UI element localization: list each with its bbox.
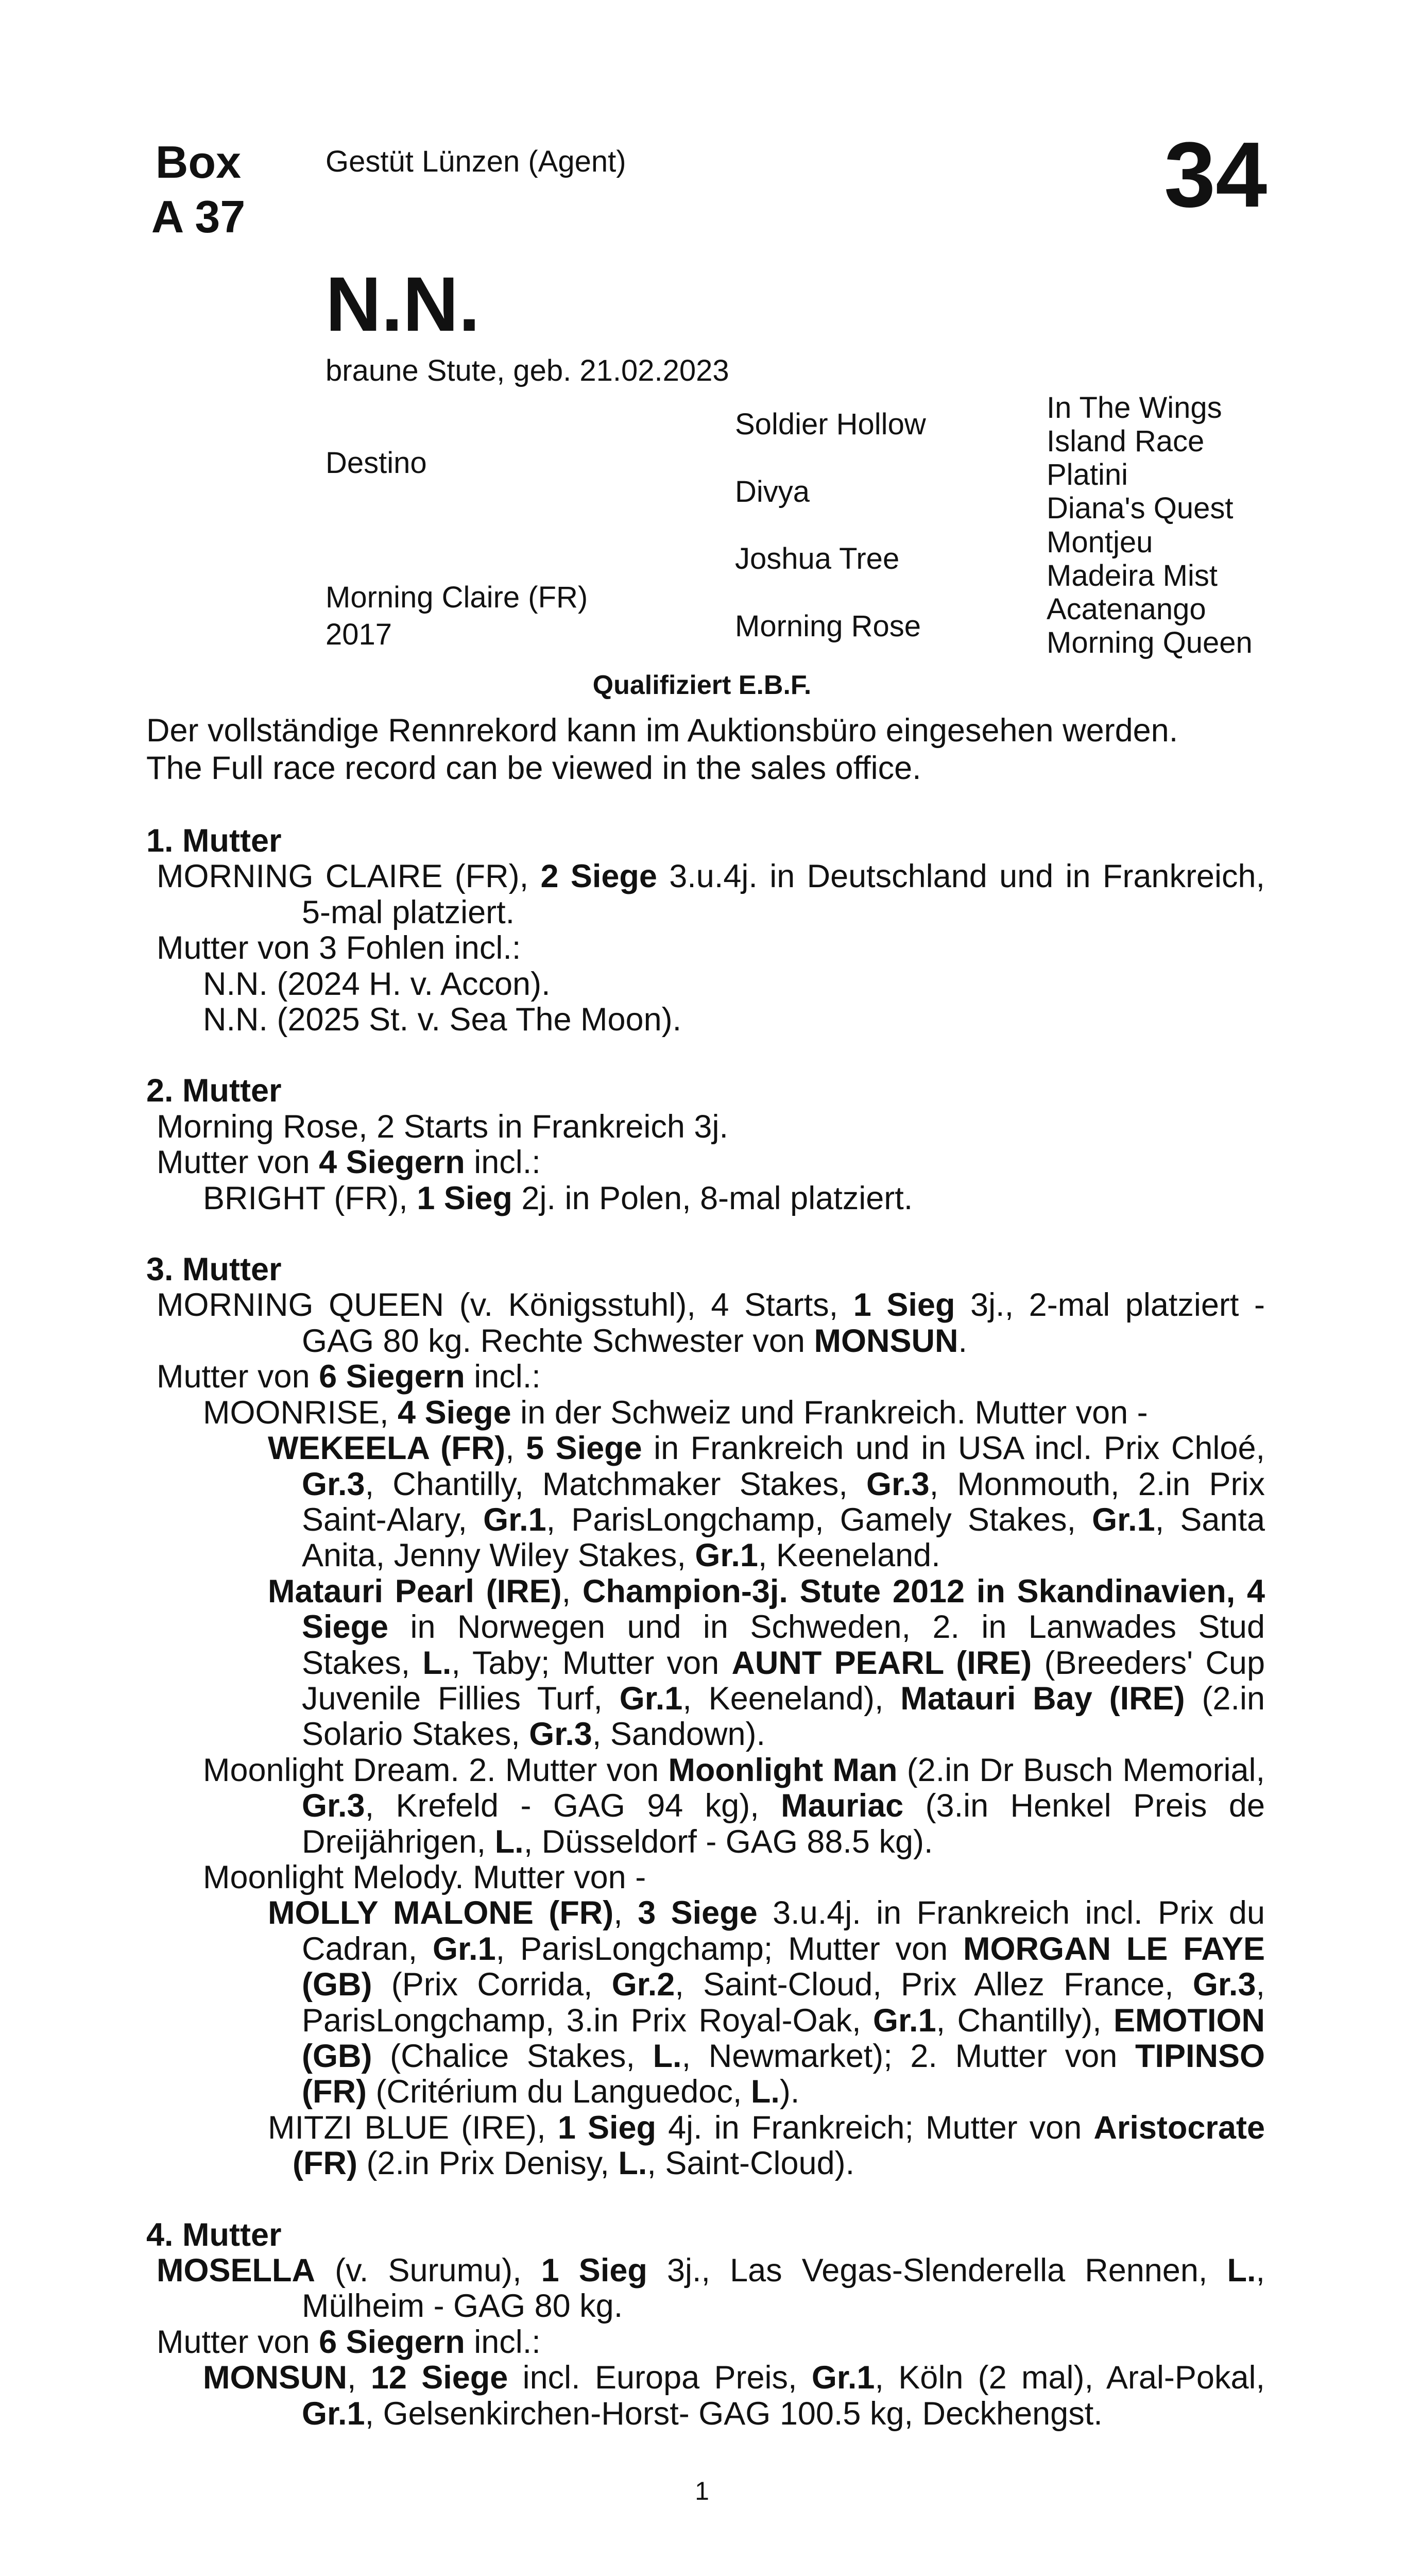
text-run: incl.: bbox=[465, 2324, 541, 2360]
third-dam-descendant bbox=[146, 1574, 1265, 1753]
bold-run: Gr.3 bbox=[529, 1716, 592, 1753]
bold-run: Gr.1 bbox=[483, 1501, 546, 1538]
second-dam-winners-intro bbox=[146, 1145, 1265, 1180]
text-run: Mutter von bbox=[157, 2324, 319, 2360]
text-run: , ParisLongchamp, 3.in Prix Royal-Oak, bbox=[302, 1967, 1265, 2039]
text-run: , Mülheim - GAG 80 kg. bbox=[302, 2252, 1265, 2325]
bold-run: Gr.2 bbox=[611, 1967, 675, 2003]
text-run: MORNING CLAIRE (FR), bbox=[157, 858, 541, 895]
qualification: Qualifiziert E.B.F. bbox=[592, 670, 812, 700]
text-run: , Chantilly), bbox=[936, 2002, 1114, 2039]
pedigree-gen3-6: Madeira Mist bbox=[1047, 559, 1218, 592]
third-dam-produce bbox=[146, 1860, 1265, 1895]
first-dam-foals-intro bbox=[146, 930, 1265, 966]
pedigree-dam: Morning Claire (FR) bbox=[326, 581, 588, 614]
text-run: (2.in Solario Stakes, bbox=[302, 1680, 1265, 1753]
text-run: 2j. in Polen, 8-mal platziert. bbox=[512, 1180, 913, 1216]
text-run: , Krefeld - GAG 94 kg), bbox=[365, 1788, 781, 1824]
first-dam-foal bbox=[146, 1002, 1265, 1038]
text-run: Mutter von bbox=[157, 1144, 319, 1181]
pedigree-gen3-1: In The Wings bbox=[1047, 391, 1222, 425]
text-run: (Critérium du Languedoc, bbox=[366, 2074, 751, 2110]
note-german: Der vollständige Rennrekord kann im Auktionsbüro eingesehen werden. bbox=[146, 713, 1178, 749]
text-run: 3j., 2-mal platziert - GAG 80 kg. Rechte Schwester von bbox=[302, 1287, 1265, 1359]
third-dam-winners-intro bbox=[146, 1359, 1265, 1395]
text-run: MORNING QUEEN (v. Königsstuhl), 4 Starts, bbox=[157, 1287, 853, 1324]
bold-run: Gr.1 bbox=[811, 2360, 875, 2396]
bold-run: 1 Sieg bbox=[557, 2109, 656, 2146]
pedigree-gen2-3: Joshua Tree bbox=[735, 542, 900, 575]
text-run: N.N. (2025 St. v. Sea The Moon). bbox=[203, 1002, 682, 1038]
text-run: in Norwegen und in Schweden, 2. in Lanwades Stud Stakes, bbox=[302, 1609, 1265, 1681]
text-run: , bbox=[561, 1573, 583, 1609]
text-run: MITZI BLUE (IRE), bbox=[268, 2109, 558, 2146]
text-run: , Sandown). bbox=[592, 1716, 766, 1753]
bold-run: L. bbox=[494, 1823, 524, 1860]
bold-run: Gr.3 bbox=[302, 1788, 365, 1824]
pedigree-gen2-2: Divya bbox=[735, 475, 810, 509]
pedigree-gen3-8: Morning Queen bbox=[1047, 626, 1253, 659]
text-run: (Chalice Stakes, bbox=[372, 2038, 653, 2074]
fourth-dam-heading: 4. Mutter bbox=[146, 2216, 282, 2253]
third-dam-heading: 3. Mutter bbox=[146, 1251, 282, 1288]
bold-run: L. bbox=[422, 1645, 452, 1681]
text-run: . bbox=[958, 1323, 967, 1359]
text-run: , Newmarket); 2. Mutter von bbox=[681, 2038, 1135, 2074]
text-run: Moonlight Dream. 2. Mutter von bbox=[203, 1752, 669, 1788]
sales-notes bbox=[146, 712, 1269, 787]
bold-run: Gr.3 bbox=[302, 1466, 365, 1502]
third-dam-descendant bbox=[146, 1895, 1265, 2110]
horse-description: braune Stute, geb. 21.02.2023 bbox=[326, 354, 729, 387]
bold-run: Moonlight Man bbox=[668, 1752, 898, 1788]
text-run: 4j. in Frankreich; Mutter von bbox=[656, 2109, 1094, 2146]
second-dam-heading: 2. Mutter bbox=[146, 1073, 282, 1109]
text-run: , ParisLongchamp; Mutter von bbox=[495, 1930, 964, 1967]
text-run: (2.in Prix Denisy, bbox=[357, 2145, 619, 2182]
text-run: in der Schweiz und Frankreich. Mutter von - bbox=[511, 1394, 1148, 1431]
text-run: Mutter von 3 Fohlen incl.: bbox=[157, 930, 521, 967]
bold-run: 4 Siegern bbox=[319, 1144, 465, 1181]
text-run: , ParisLongchamp, Gamely Stakes, bbox=[546, 1501, 1092, 1538]
pedigree-gen2-4: Morning Rose bbox=[735, 609, 921, 643]
text-run: , Keeneland), bbox=[682, 1680, 901, 1717]
box-label bbox=[149, 135, 247, 244]
text-run: , Köln (2 mal), Aral-Pokal, bbox=[875, 2360, 1265, 2396]
text-run: , bbox=[347, 2360, 371, 2396]
bold-run: 6 Siegern bbox=[319, 2324, 465, 2360]
bold-run: Gr.1 bbox=[695, 1537, 758, 1574]
bold-run: Gr.1 bbox=[619, 1680, 683, 1717]
first-dam-heading: 1. Mutter bbox=[146, 823, 282, 859]
bold-run: MOSELLA bbox=[157, 2252, 315, 2289]
text-run: incl. Europa Preis, bbox=[508, 2360, 812, 2396]
bold-run: MONSUN bbox=[814, 1323, 958, 1359]
text-run: 3.u.4j. in Frankreich incl. Prix du Cadran, bbox=[302, 1895, 1265, 1967]
family-section bbox=[146, 823, 1265, 2432]
text-run: (Prix Corrida, bbox=[372, 1967, 612, 2003]
pedigree-gen3-4: Diana's Quest bbox=[1047, 492, 1234, 525]
text-run: BRIGHT (FR), bbox=[203, 1180, 417, 1216]
text-run: , Keeneland. bbox=[758, 1537, 940, 1574]
pedigree-dam-year: 2017 bbox=[326, 618, 392, 651]
second-dam-entry bbox=[146, 1109, 1265, 1145]
bold-run: Gr.1 bbox=[302, 2395, 365, 2432]
text-run: (3.in Henkel Preis de Dreijährigen, bbox=[302, 1788, 1265, 1860]
bold-run: Gr.3 bbox=[1192, 1967, 1256, 2003]
text-run: Morning Rose, 2 Starts in Frankreich 3j. bbox=[157, 1108, 728, 1145]
text-run: MOONRISE, bbox=[203, 1394, 398, 1431]
bold-run: L. bbox=[750, 2074, 780, 2110]
text-run: 3j., Las Vegas-Slenderella Rennen, bbox=[647, 2252, 1227, 2289]
pedigree-gen2-1: Soldier Hollow bbox=[735, 408, 926, 441]
third-dam-produce bbox=[146, 1753, 1265, 1860]
text-run: , Taby; Mutter von bbox=[451, 1645, 732, 1681]
bold-run: 1 Sieg bbox=[417, 1180, 512, 1216]
bold-run: Gr.1 bbox=[1092, 1501, 1155, 1538]
fourth-dam-produce bbox=[146, 2360, 1265, 2432]
text-run: incl.: bbox=[465, 1144, 541, 1181]
first-dam-entry bbox=[146, 859, 1265, 930]
bold-run: 6 Siegern bbox=[319, 1359, 465, 1395]
bold-run: 1 Sieg bbox=[541, 2252, 647, 2289]
bold-run: 4 Siege bbox=[398, 1394, 511, 1431]
box-word: Box bbox=[155, 137, 242, 188]
bold-run: 1 Sieg bbox=[853, 1287, 955, 1324]
text-run: , Monmouth, 2.in Prix Saint-Alary, bbox=[302, 1466, 1265, 1538]
pedigree-gen3-7: Acatenango bbox=[1047, 592, 1206, 626]
text-run: , Düsseldorf - GAG 88.5 kg). bbox=[523, 1823, 933, 1860]
bold-run: AUNT PEARL (IRE) bbox=[731, 1645, 1032, 1681]
third-dam-produce bbox=[146, 1395, 1265, 1431]
bold-run: Champion-3j. Stute 2012 in Skandinavien, 4 Siege bbox=[302, 1573, 1265, 1646]
bold-run: L. bbox=[1227, 2252, 1256, 2289]
fourth-dam-winners-intro bbox=[146, 2325, 1265, 2360]
bold-run: Matauri Bay (IRE) bbox=[900, 1680, 1185, 1717]
text-run: N.N. (2024 H. v. Accon). bbox=[203, 965, 551, 1002]
text-run: , Gelsenkirchen-Horst- GAG 100.5 kg, Deckhengst. bbox=[365, 2395, 1103, 2432]
third-dam-descendant bbox=[146, 1431, 1265, 1574]
text-run: , bbox=[613, 1895, 638, 1931]
bold-run: 5 Siege bbox=[526, 1430, 642, 1467]
text-run: , Chantilly, Matchmaker Stakes, bbox=[365, 1466, 867, 1502]
pedigree-gen3-2: Island Race bbox=[1047, 425, 1205, 458]
text-run: (v. Surumu), bbox=[315, 2252, 541, 2289]
second-dam-produce bbox=[146, 1181, 1265, 1216]
bold-run: WEKEELA (FR) bbox=[268, 1430, 506, 1467]
pedigree-gen3-5: Montjeu bbox=[1047, 526, 1153, 559]
horse-name: N.N. bbox=[326, 261, 480, 347]
bold-run: MORGAN LE FAYE (GB) bbox=[302, 1930, 1265, 2003]
note-english: The Full race record can be viewed in the sales office. bbox=[146, 750, 921, 786]
text-run: ). bbox=[779, 2074, 800, 2110]
bold-run: MONSUN bbox=[203, 2360, 347, 2396]
page-number: 1 bbox=[695, 2477, 709, 2505]
bold-run: 12 Siege bbox=[370, 2360, 508, 2396]
consignor: Gestüt Lünzen (Agent) bbox=[326, 145, 626, 178]
text-run: incl.: bbox=[465, 1359, 541, 1395]
pedigree-gen3-3: Platini bbox=[1047, 458, 1128, 492]
text-run: 3.u.4j. in Deutschland und in Frankreich, 5-mal platziert. bbox=[302, 858, 1265, 930]
text-run: Moonlight Melody. Mutter von - bbox=[203, 1859, 646, 1895]
bold-run: Gr.1 bbox=[433, 1930, 496, 1967]
text-run: (Breeders' Cup Juvenile Fillies Turf, bbox=[302, 1645, 1265, 1717]
bold-run: Gr.3 bbox=[866, 1466, 930, 1502]
text-run: in Frankreich und in USA incl. Prix Chloé, bbox=[642, 1430, 1265, 1467]
bold-run: Matauri Pearl (IRE) bbox=[268, 1573, 562, 1609]
fourth-dam-entry bbox=[146, 2253, 1265, 2325]
bold-run: Gr.1 bbox=[873, 2002, 936, 2039]
third-dam-descendant bbox=[146, 2110, 1265, 2182]
box-number: A 37 bbox=[151, 191, 246, 242]
text-run: , Saint-Cloud, Prix Allez France, bbox=[675, 1967, 1193, 2003]
text-run: (2.in Dr Busch Memorial, bbox=[897, 1752, 1265, 1788]
bold-run: L. bbox=[618, 2145, 647, 2182]
first-dam-foal bbox=[146, 967, 1265, 1002]
bold-run: MOLLY MALONE (FR) bbox=[268, 1895, 614, 1931]
text-run: Mutter von bbox=[157, 1359, 319, 1395]
text-run: , Santa Anita, Jenny Wiley Stakes, bbox=[302, 1501, 1265, 1574]
pedigree-sire: Destino bbox=[326, 446, 427, 480]
bold-run: Aristocrate (FR) bbox=[293, 2109, 1265, 2182]
bold-run: EMOTION (GB) bbox=[302, 2002, 1265, 2074]
bold-run: Mauriac bbox=[781, 1788, 904, 1824]
bold-run: L. bbox=[653, 2038, 682, 2074]
lot-number: 34 bbox=[1164, 123, 1268, 227]
text-run: , bbox=[505, 1430, 526, 1467]
bold-run: 3 Siege bbox=[638, 1895, 758, 1931]
text-run: , Saint-Cloud). bbox=[647, 2145, 855, 2182]
bold-run: 2 Siege bbox=[540, 858, 657, 895]
bold-run: TIPINSO (FR) bbox=[302, 2038, 1265, 2110]
third-dam-entry bbox=[146, 1287, 1265, 1359]
